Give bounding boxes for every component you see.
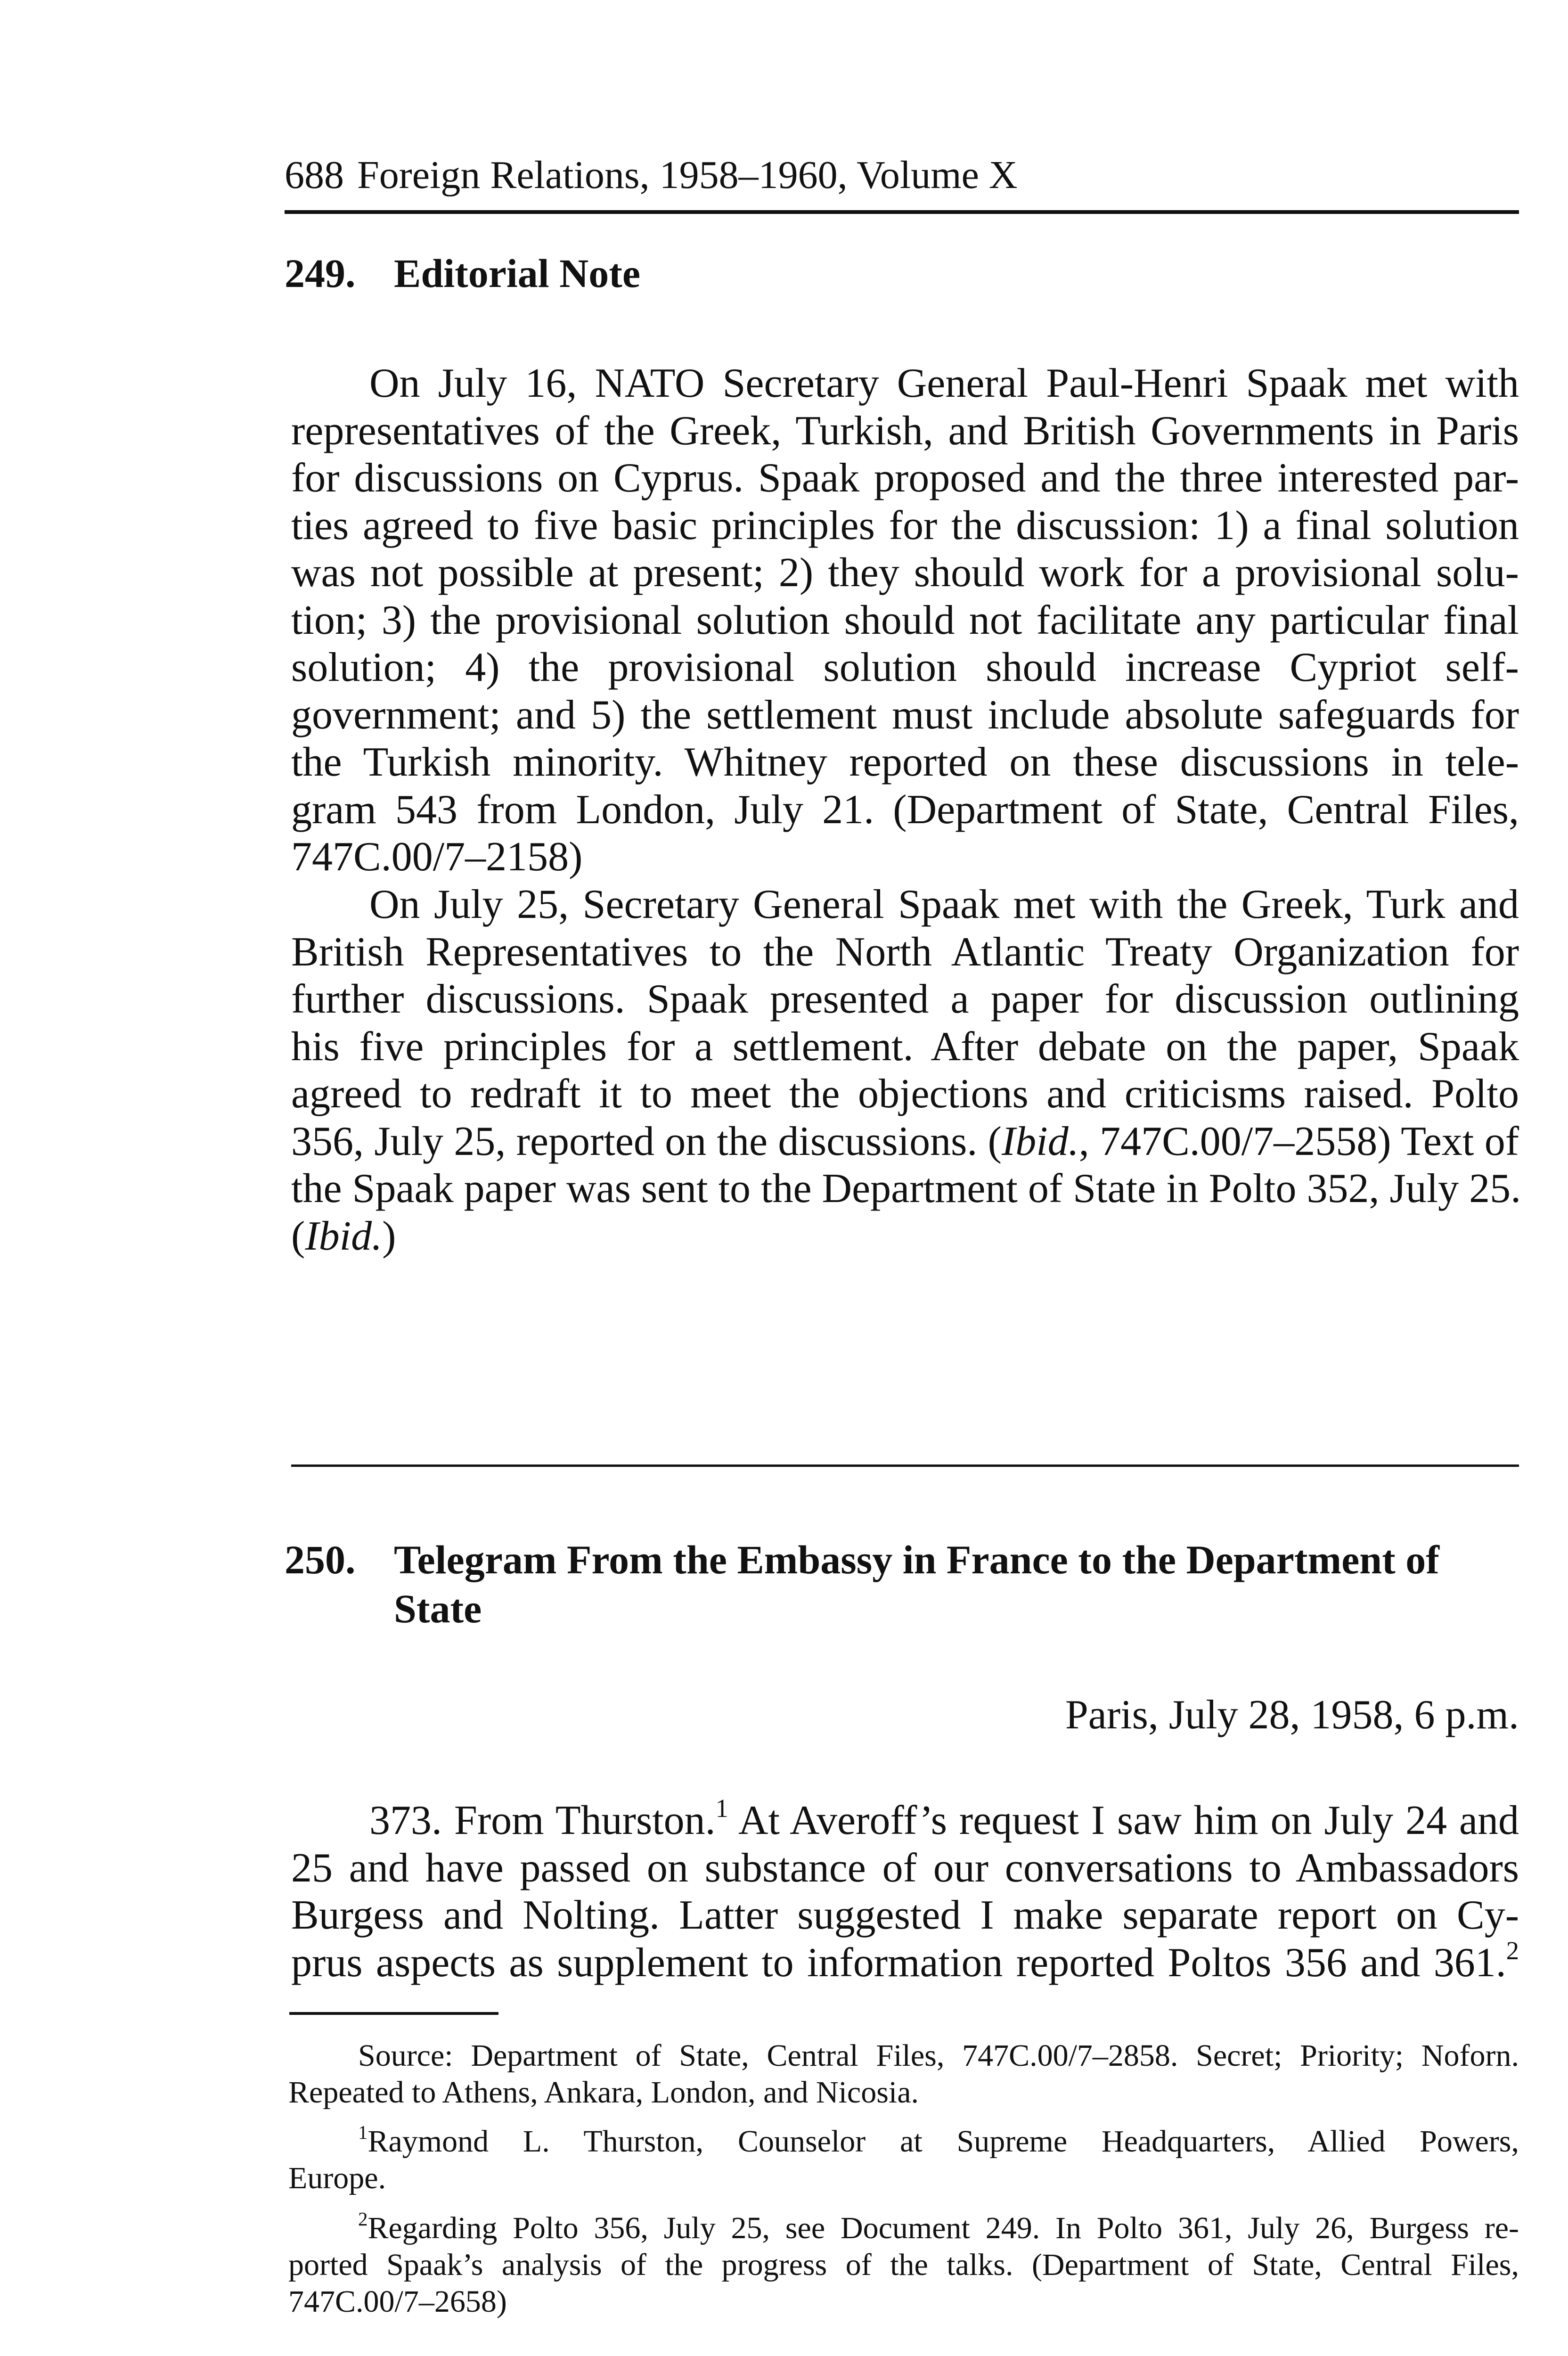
- doc-249-number: 249.: [285, 251, 356, 296]
- volume-title: Foreign Relations, 1958–1960, Volume X: [357, 153, 1018, 197]
- text-line: [291, 1936, 1519, 1987]
- text-line: the Turkish minority. Whitney reported on these discussions in tele-: [291, 739, 1519, 785]
- doc-250-number: 250.: [285, 1537, 356, 1582]
- text-line: [288, 2123, 1519, 2160]
- text-line: On July 16, NATO Secretary General Paul-Henri Spaak met with: [369, 360, 1519, 406]
- doc-250-body: [291, 1794, 1519, 1987]
- text-line: Repeated to Athens, Ankara, London, and Nicosia.: [288, 2075, 919, 2110]
- text-line: 25 and have passed on substance of our conversations to Ambassadors: [291, 1845, 1519, 1891]
- text-line: for discussions on Cyprus. Spaak proposed and the three interested par-: [291, 455, 1519, 501]
- footnote-marker: 2: [358, 2208, 368, 2230]
- text-segment: ): [382, 1213, 396, 1259]
- text-line: [291, 1118, 1519, 1166]
- dateline: Paris, July 28, 1958, 6 p.m.: [1065, 1692, 1519, 1738]
- text-line: solution; 4) the provisional solution should increase Cypriot self-: [291, 645, 1519, 690]
- doc-250-title-line-1: Telegram From the Embassy in France to the Department of: [394, 1537, 1439, 1582]
- text-segment: (: [291, 1213, 305, 1259]
- text-line: gram 543 from London, July 21. (Department of State, Central Files,: [291, 786, 1519, 833]
- footnote-1: [288, 2123, 1519, 2197]
- text-line: [291, 1213, 1519, 1260]
- text-segment: 356, July 25, reported on the discussions. (: [291, 1118, 1002, 1164]
- text-line: 747C.00/7–2158): [291, 834, 583, 880]
- text-segment: At Averoff’s request I saw him on July 24 and: [728, 1798, 1519, 1843]
- text-line: British Representatives to the North Atlantic Treaty Organization for: [291, 929, 1519, 975]
- doc-249-paragraph-1: [291, 360, 1519, 881]
- text-line: [291, 1794, 1519, 1845]
- text-segment: Raymond L. Thurston, Counselor at Supreme Headquarters, Allied Powers,: [368, 2124, 1519, 2159]
- text-line: representatives of the Greek, Turkish, and British Governments in Paris: [291, 408, 1519, 454]
- text-line: Europe.: [288, 2161, 386, 2195]
- footnote-marker: 1: [358, 2121, 368, 2143]
- footnote-2: [288, 2210, 1519, 2320]
- text-segment: Regarding Polto 356, July 25, see Document 249. In Polto 361, July 26, Burgess re-: [368, 2211, 1519, 2245]
- text-line: Source: Department of State, Central Files, 747C.00/7–2858. Secret; Priority; Noforn.: [358, 2038, 1519, 2073]
- page-number: 688: [285, 153, 344, 197]
- text-line: agreed to redraft it to meet the objections and criticisms raised. Polto: [291, 1071, 1519, 1117]
- text-segment: , 747C.00/7–2558) Text of: [1078, 1118, 1519, 1164]
- text-line: 747C.00/7–2658): [288, 2284, 507, 2319]
- text-line: further discussions. Spaak presented a paper for discussion outlining: [291, 976, 1519, 1022]
- text-line: Burgess and Nolting. Latter suggested I make separate report on Cy-: [291, 1892, 1519, 1938]
- header-rule: [285, 210, 1519, 214]
- footnote-ref: 1: [715, 1794, 728, 1823]
- ibid-citation: Ibid.: [305, 1213, 383, 1259]
- section-divider: [291, 1464, 1519, 1467]
- doc-249-heading: [285, 249, 640, 298]
- text-line: ported Spaak’s analysis of the progress of the talks. (Department of State, Central Files,: [288, 2248, 1519, 2282]
- doc-250-heading: [285, 1535, 1519, 1633]
- footnote-ref: 2: [1506, 1936, 1519, 1965]
- doc-250-title-line-2: State: [394, 1586, 482, 1631]
- text-segment: prus aspects as supplement to information reported Poltos 356 and 361.: [291, 1939, 1506, 1986]
- text-line: tion; 3) the provisional solution should not facilitate any particular final: [291, 597, 1519, 643]
- text-line: his five principles for a settlement. After debate on the paper, Spaak: [291, 1023, 1519, 1070]
- footnote-rule: [289, 2012, 498, 2015]
- ibid-citation: Ibid.: [1001, 1118, 1079, 1164]
- doc-249-paragraph-2: [291, 881, 1519, 1260]
- running-head: [285, 152, 1519, 199]
- text-line: government; and 5) the settlement must include absolute safeguards for: [291, 692, 1519, 738]
- text-line: the Spaak paper was sent to the Department of State in Polto 352, July 25.: [291, 1166, 1521, 1211]
- text-line: On July 25, Secretary General Spaak met with the Greek, Turk and: [369, 882, 1519, 927]
- text-segment: 373. From Thurston.: [369, 1798, 716, 1843]
- text-line: [288, 2210, 1519, 2247]
- doc-249-title: Editorial Note: [394, 251, 641, 296]
- text-line: was not possible at present; 2) they should work for a provisional solu-: [291, 550, 1519, 596]
- text-line: ties agreed to five basic principles for the discussion: 1) a final solution: [291, 502, 1519, 548]
- source-note: [288, 2037, 1519, 2111]
